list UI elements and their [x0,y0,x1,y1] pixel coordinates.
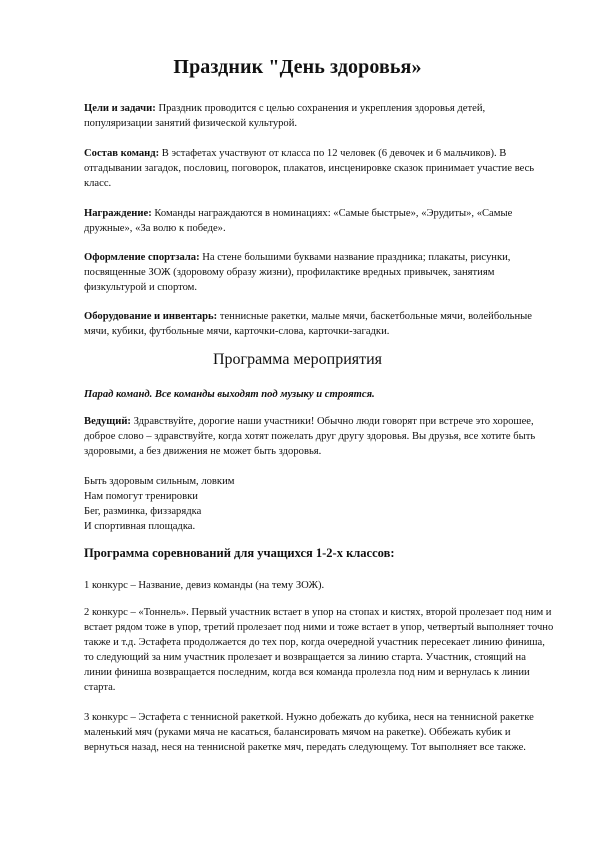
teams-text: В эстафетах участвуют от класса по 12 человек (6 девочек и 6 мальчиков). В отгадывании загадок, пословиц, поговорок, плакатов, инсценировке сказок принимает участие весь класс. [84,148,535,189]
host-label: Ведущий: [84,416,131,427]
awards-paragraph [84,206,554,236]
poem [84,474,554,534]
equipment-label: Оборудование и инвентарь: [84,311,218,322]
contest-1: 1 конкурс – Название, девиз команды (на тему ЗОЖ). [84,580,325,591]
host-text: Здравствуйте, дорогие наши участники! Обычно люди говорят при встрече это хорошее, доброе слово – здравствуйте, когда хотят пожелать друг другу здоровья. Вы друзья, все хотите быть здоровыми, а без движения не может быть здоровья. [84,416,536,457]
equipment-text: теннисные ракетки, малые мячи, баскетбольные мячи, волейбольные мячи, кубики, футбольные мячи, карточки-слова, карточки-загадки. [84,311,532,337]
teams-label: Состав команд: [84,148,160,159]
poem-line: Бег, разминка, физзарядка [84,506,202,517]
goals-text: Праздник проводится с целью сохранения и укрепления здоровья детей, популяризации занятий физической культурой. [84,103,486,129]
poem-line: Нам помогут тренировки [84,491,198,502]
document-title: Праздник "День здоровья» [173,56,422,78]
awards-label: Награждение: [84,208,152,219]
decor-paragraph [84,250,554,295]
goals-paragraph [84,101,554,131]
contest-3: 3 конкурс – Эстафета с теннисной ракеткой. Нужно добежать до кубика, неся на теннисной ракетке маленький мяч (руками мяча не касаться, балансировать мячом на ракетке). Оббежать кубик и вернуться назад, неся на теннисной ракетке мяч, передать следующему. Тот выполняет все также. [84,712,534,753]
competitions-heading: Программа соревнований для учащихся 1-2-х классов: [84,546,395,560]
decor-label: Оформление спортзала: [84,252,200,263]
parade-line: Парад команд. Все команды выходят под музыку и строятся. [84,389,375,400]
awards-text: Команды награждаются в номинациях: «Самые быстрые», «Эрудиты», «Самые дружные», «За волю к победе». [84,208,513,234]
poem-line: И спортивная площадка. [84,521,196,532]
program-heading: Программа мероприятия [212,351,383,368]
poem-line: Быть здоровым сильным, ловким [84,476,235,487]
teams-paragraph [84,146,554,191]
contest-2: 2 конкурс – «Тоннель». Первый участник встает в упор на стопах и кистях, второй пролезает под ним и встает рядом тоже в упор, третий пролезает под ними и тоже встает в упор, четвертый выполняет точно также и т.д. Эстафета продолжается до тех пор, когда очередной участник пересекает линию финиша, то следующий за ним участник пролезает и возвращается за линию старта. Участник, стоящий на линии финиша возвращается последним, когда вся команда пролезла под ним и вернулась к линии старта. [84,607,554,693]
equipment-paragraph [84,309,554,339]
decor-text: На стене большими буквами название праздника; плакаты, рисунки, посвященные ЗОЖ (здоровому образу жизни), профилактике вредных привычек, занятиям физкультурой и спортом. [84,252,511,293]
goals-label: Цели и задачи: [84,103,156,114]
host-paragraph [84,414,554,459]
